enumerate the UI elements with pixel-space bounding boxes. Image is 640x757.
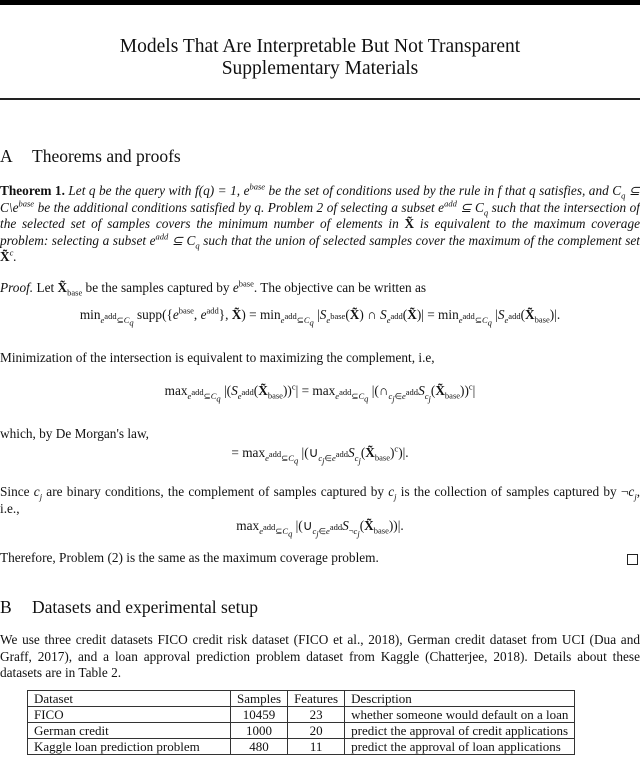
section-number: A xyxy=(0,146,13,166)
table-cell: FICO xyxy=(28,707,231,723)
proof-text-4: Since $c_j$ are binary conditions, the complement of samples captured by $c_j$ is the collection of samples captured by $\neg c_j$, i.e., xyxy=(0,484,640,516)
table-cell: predict the approval of credit applications xyxy=(345,723,575,739)
table-cell: 11 xyxy=(288,739,345,755)
paper-title-line-2: Supplementary Materials xyxy=(221,58,419,79)
title-bottom-rule xyxy=(0,98,640,100)
theorem-statement: Let q be the query with f(q) = 1, $e^{base}$ be the set of conditions used by the rule in f that q satisfies, and $C_q$ ⊆ $C\backslash e^{base}$ be the additional conditions satisfied by q. Problem 2 of selecting a subset $e^{add}$ ⊆ $C_q$ such that the intersection of the selected set of samples covers the minimum number of elements in X̃ is equivalent to the maximum coverage problem: selecting a subset $e^{add}$ ⊆ $C_q$ such that the union of selected samples cover the maximum of the complement set X̃$^c$. xyxy=(0,181,640,264)
qed-square-icon xyxy=(627,554,638,565)
top-rule xyxy=(0,0,640,5)
equation-3: = $\max_{e^{add}⊆C_q}$ $|(\cup_{c_j\in e^{add}}S_{c_j}(X̃_{base})^c)|$. xyxy=(231,443,409,466)
theorem-1 xyxy=(0,183,640,266)
table-row xyxy=(28,707,575,723)
table-cell: 20 xyxy=(288,723,345,739)
equation-1: $\min_{e^{add}⊆C_q}$ $supp(\{e^{base}$, $e^{add}$}, X̃) = $\min_{e^{add}⊆C_q}$ $|S_{e^{base}}(X̃)$ ∩ $S_{e^{add}}(X̃)| = \min_{e^{add}⊆C_q}$ $|S_{e^{add}}(X̃_{base})|$. xyxy=(79,305,561,328)
table-cell: 1000 xyxy=(231,723,288,739)
table-cell: 480 xyxy=(231,739,288,755)
table-row xyxy=(28,723,575,739)
table-row xyxy=(28,739,575,755)
table-cell: Kaggle loan prediction problem xyxy=(28,739,231,755)
section-a-heading xyxy=(0,146,181,167)
paper-title-line-1: Models That Are Interpretable But Not Transparent xyxy=(119,36,521,57)
proof-text-3: which, by De Morgan's law, xyxy=(0,426,150,441)
table-header-cell: Description xyxy=(345,691,575,707)
proof-intro xyxy=(0,280,640,297)
table-header-cell: Samples xyxy=(231,691,288,707)
section-title: Theorems and proofs xyxy=(32,146,181,166)
table-header-cell: Dataset xyxy=(28,691,231,707)
table-cell: whether someone would default on a loan xyxy=(345,707,575,723)
table-header-row xyxy=(28,691,575,707)
proof-conclusion: Therefore, Problem (2) is the same as the maximum coverage problem. xyxy=(0,550,379,565)
section-title: Datasets and experimental setup xyxy=(32,597,258,617)
proof-text-2: Minimization of the intersection is equivalent to maximizing the complement, i.e, xyxy=(0,350,435,365)
section-number: B xyxy=(0,597,12,617)
section-b-paragraph: We use three credit datasets FICO credit risk dataset (FICO et al., 2018), German credit dataset from UCI (Dua and Graff, 2017), and a loan approval prediction problem dataset from Kaggle (Chatterjee, 2018). Details about these datasets are in Table 2. xyxy=(0,632,640,680)
equation-2: $\max_{e^{add}⊆C_q}$ $|(S_{e^{add}}(X̃_{base}))^c| = \max_{e^{add}⊆C_q}$ $|(\cap_{c_j\in e^{add}}S_{c_j}(X̃_{base}))^c|$ xyxy=(164,381,476,404)
table-cell: 10459 xyxy=(231,707,288,723)
section-b-heading xyxy=(0,597,258,618)
table-cell: German credit xyxy=(28,723,231,739)
proof-intro-text: Let $X̃_{base}$ be the samples captured by $e^{base}$. The objective can be written as xyxy=(36,278,427,298)
proof-label: Proof. xyxy=(0,280,34,295)
table-cell: 23 xyxy=(288,707,345,723)
table-header-cell: Features xyxy=(288,691,345,707)
equation-4: $\max_{e^{add}⊆C_q}$ $|(\cup_{c_j\in e^{add}}S_{\neg c_j}(X̃_{base}))|$. xyxy=(236,518,404,539)
theorem-label: Theorem 1. xyxy=(0,183,65,198)
datasets-table xyxy=(27,690,575,755)
table-cell: predict the approval of loan applications xyxy=(345,739,575,755)
